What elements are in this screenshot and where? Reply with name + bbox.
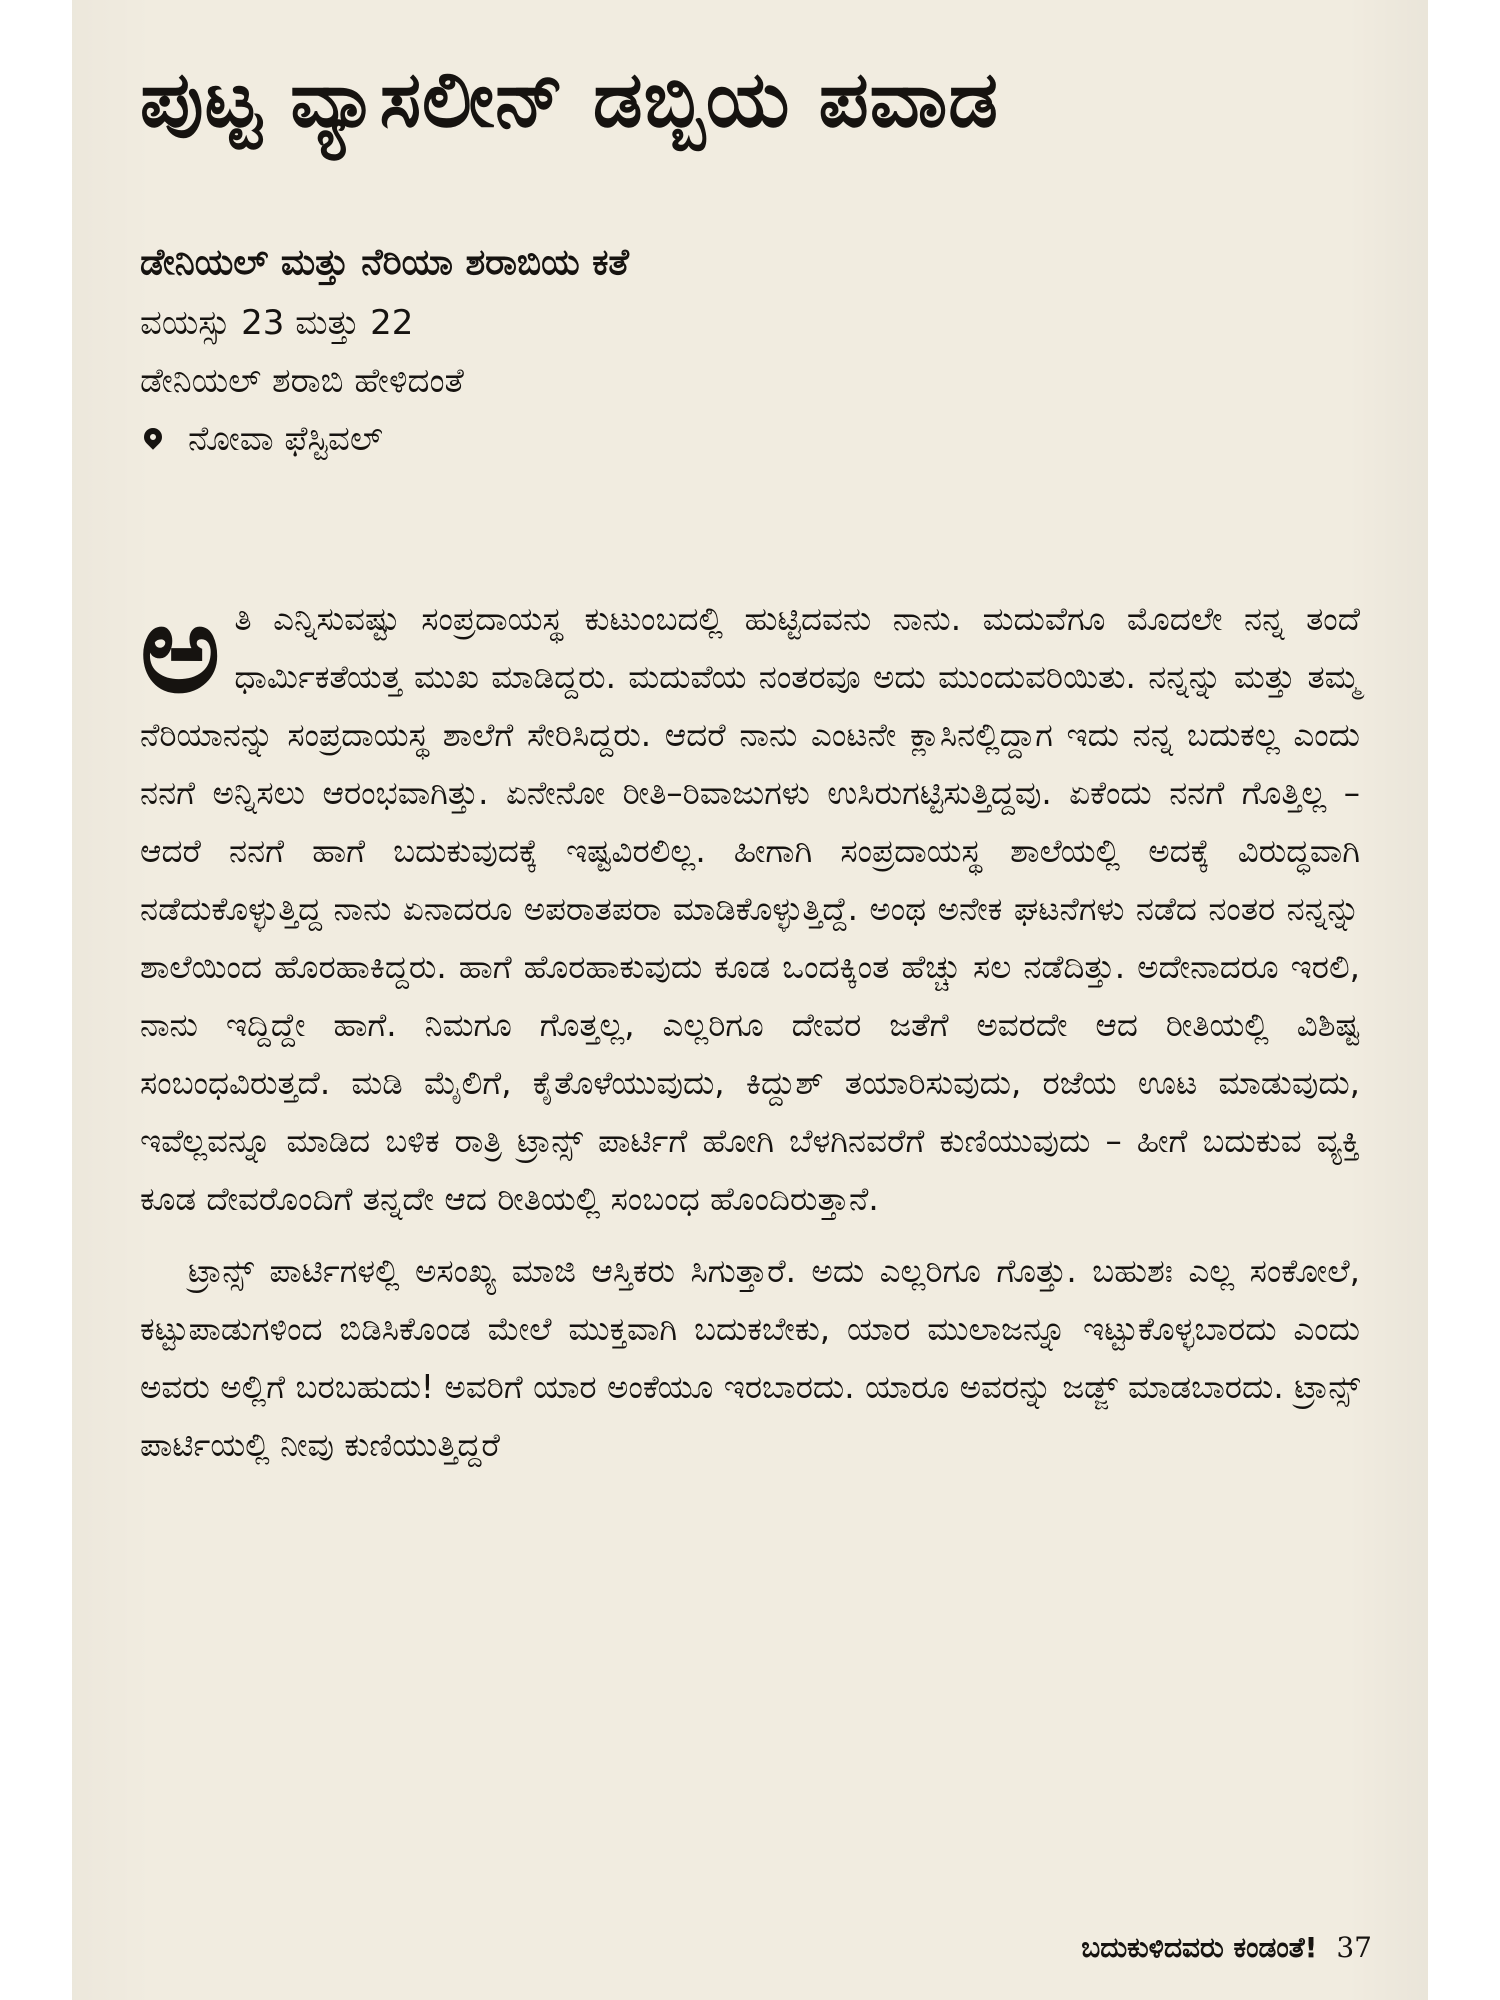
paragraph: ಟ್ರಾನ್ಸ್ ಪಾರ್ಟಿಗಳಲ್ಲಿ ಅಸಂಖ್ಯ ಮಾಜಿ ಆಸ್ತಿಕರು ಸಿಗುತ್ತಾರೆ. ಅದು ಎಲ್ಲರಿಗೂ ಗೊತ್ತು. ಬಹುಶಃ ಎಲ್ಲ ಸಂಕೋಲೆ, ಕಟ್ಟುಪಾಡುಗಳಿಂದ ಬಿಡಿಸಿಕೊಂಡ ಮೇಲೆ ಮುಕ್ತವಾಗಿ ಬದುಕಬೇಕು, ಯಾರ ಮುಲಾಜನ್ನೂ ಇಟ್ಟುಕೊಳ್ಳಬಾರದು ಎಂದು ಅವರು ಅಲ್ಲಿಗೆ ಬರಬಹುದು! ಅವರಿಗೆ ಯಾರ ಅಂಕೆಯೂ ಇರಬಾರದು. ಯಾರೂ ಅವರನ್ನು ಜಡ್ಜ್ ಮಾಡಬಾರದು. ಟ್ರಾನ್ಸ್ ಪಾರ್ಟಿಯಲ್ಲಿ ನೀವು ಕುಣಿಯುತ್ತಿದ್ದರೆ [140,1252,1360,1464]
paragraph-text: ತಿ ಎನ್ನಿಸುವಷ್ಟು ಸಂಪ್ರದಾಯಸ್ಥ ಕುಟುಂಬದಲ್ಲಿ ಹುಟ್ಟಿದವನು ನಾನು. ಮದುವೆಗೂ ಮೊದಲೇ ನನ್ನ ತಂದೆ ಧಾರ್ಮಿಕತೆಯತ್ತ ಮುಖ ಮಾಡಿದ್ದರು. ಮದುವೆಯ ನಂತರವೂ ಅದು ಮುಂದುವರಿಯಿತು. ನನ್ನನ್ನು ಮತ್ತು ತಮ್ಮ ನೆರಿಯಾನನ್ನು ಸಂಪ್ರದಾಯಸ್ಥ ಶಾಲೆಗೆ ಸೇರಿಸಿದ್ದರು. ಆದರೆ ನಾನು ಎಂಟನೇ ಕ್ಲಾಸಿನಲ್ಲಿದ್ದಾಗ ಇದು ನನ್ನ ಬದುಕಲ್ಲ ಎಂದು ನನಗೆ ಅನ್ನಿಸಲು ಆರಂಭವಾಗಿತ್ತು. ಏನೇನೋ ರೀತಿ–ರಿವಾಜುಗಳು ಉಸಿರುಗಟ್ಟಿಸುತ್ತಿದ್ದವು. ಏಕೆಂದು ನನಗೆ ಗೊತ್ತಿಲ್ಲ – ಆದರೆ ನನಗೆ ಹಾಗೆ ಬದುಕುವುದಕ್ಕೆ ಇಷ್ಟವಿರಲಿಲ್ಲ. ಹೀಗಾಗಿ ಸಂಪ್ರದಾಯಸ್ಥ ಶಾಲೆಯಲ್ಲಿ ಅದಕ್ಕೆ ವಿರುದ್ಧವಾಗಿ ನಡೆದುಕೊಳ್ಳುತ್ತಿದ್ದ ನಾನು ಏನಾದರೂ ಅಪರಾತಪರಾ ಮಾಡಿಕೊಳ್ಳುತ್ತಿದ್ದೆ. ಅಂಥ ಅನೇಕ ಘಟನೆಗಳು ನಡೆದ ನಂತರ ನನ್ನನ್ನು ಶಾಲೆಯಿಂದ ಹೊರಹಾಕಿದ್ದರು. ಹಾಗೆ ಹೊರಹಾಕುವುದು ಕೂಡ ಒಂದಕ್ಕಿಂತ ಹೆಚ್ಚು ಸಲ ನಡೆದಿತ್ತು. ಅದೇನಾದರೂ ಇರಲಿ, ನಾನು ಇದ್ದಿದ್ದೇ ಹಾಗೆ. ನಿಮಗೂ ಗೊತ್ತಲ್ಲ, ಎಲ್ಲರಿಗೂ ದೇವರ ಜತೆಗೆ ಅವರದೇ ಆದ ರೀತಿಯಲ್ಲಿ ವಿಶಿಷ್ಟ ಸಂಬಂಧವಿರುತ್ತದೆ. ಮಡಿ ಮೈಲಿಗೆ, ಕೈತೊಳೆಯುವುದು, ಕಿದ್ದುಶ್ ತಯಾರಿಸುವುದು, ರಜೆಯ ಊಟ ಮಾಡುವುದು, ಇವೆಲ್ಲವನ್ನೂ ಮಾಡಿದ ಬಳಿಕ ರಾತ್ರಿ ಟ್ರಾನ್ಸ್ ಪಾರ್ಟಿಗೆ ಹೋಗಿ ಬೆಳಗಿನವರೆಗೆ ಕುಣಿಯುವುದು – ಹೀಗೆ ಬದುಕುವ ವ್ಯಕ್ತಿ ಕೂಡ ದೇವರೊಂದಿಗೆ ತನ್ನದೇ ಆದ ರೀತಿಯಲ್ಲಿ ಸಂಬಂಧ ಹೊಂದಿರುತ್ತಾನೆ. [140,600,1360,1218]
location-line [140,410,1290,468]
narrator-line: ಡೇನಿಯಲ್ ಶರಾಬಿ ಹೇಳಿದಂತೆ [140,361,464,401]
paragraph [140,576,1360,1228]
page-footer [1081,1930,1372,1966]
location-text: ನೋವಾ ಫೆಸ್ಟಿವಲ್ [188,419,383,459]
chapter-title: ಪುಟ್ಟ ವ್ಯಾಸಲೀನ್ ಡಬ್ಬಿಯ ಪವಾಡ [140,55,999,145]
page-number: 37 [1336,1931,1372,1964]
chapter-meta [140,232,1290,468]
book-page [72,0,1428,2000]
story-byline: ಡೇನಿಯಲ್ ಮತ್ತು ನೆರಿಯಾ ಶರಾಬಿಯ ಕತೆ [140,242,629,283]
age-line: ವಯಸ್ಸು 23 ಮತ್ತು 22 [140,303,414,343]
drop-cap: ಅ [140,576,221,720]
running-footer-title: ಬದುಕುಳಿದವರು ಕಂಡಂತೆ! [1081,1931,1318,1964]
body-text [140,576,1360,1474]
map-pin-icon [140,424,165,449]
